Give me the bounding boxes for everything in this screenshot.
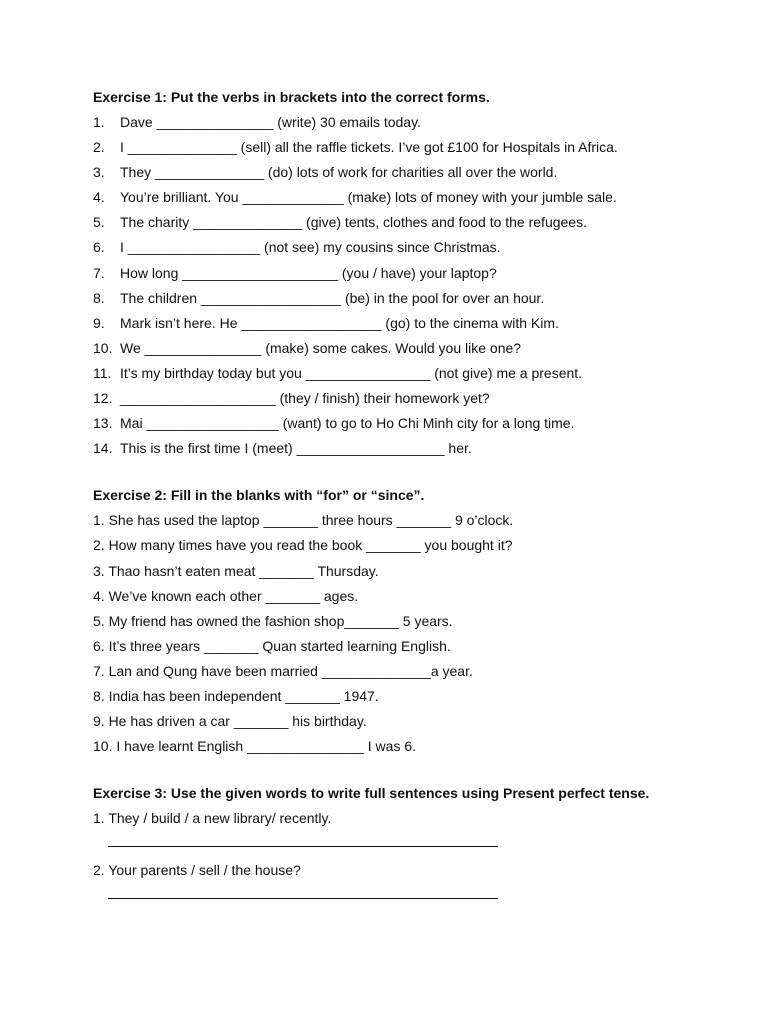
list-item: 4. You’re brilliant. You _____________ (make) lots of money with your jumble sale.	[93, 189, 617, 206]
list-item: 2. How many times have you read the book _______ you bought it?	[93, 537, 513, 554]
exercise-3-title: Exercise 3: Use the given words to write full sentences using Present perfect tense.	[93, 785, 650, 802]
section-spacer	[93, 760, 733, 782]
list-item: 9. He has driven a car _______ his birthday.	[93, 713, 367, 730]
exercise-1-list	[93, 111, 733, 462]
list-item: 1. Dave _______________ (write) 30 emails today.	[93, 114, 421, 130]
list-item: 8. India has been independent _______ 1947.	[93, 687, 379, 704]
answer-line[interactable]	[108, 884, 498, 899]
list-item: 5. The charity ______________ (give) tents, clothes and food to the refugees.	[93, 214, 587, 231]
list-item: 10. We _______________ (make) some cakes. Would you like one?	[93, 339, 522, 356]
list-item: 13. Mai _________________ (want) to go to Ho Chi Minh city for a long time.	[93, 415, 575, 432]
list-item: 2. Your parents / sell / the house?	[93, 862, 301, 879]
list-item: 6. I _________________ (not see) my cousins since Christmas.	[93, 239, 501, 256]
list-item: 4. We’ve known each other _______ ages.	[93, 587, 359, 604]
list-item: 2. I ______________ (sell) all the raffle tickets. I’ve got £100 for Hospitals in Africa.	[93, 139, 618, 156]
list-item: 1. They / build / a new library/ recently.	[93, 810, 332, 827]
list-item: 7. How long ____________________ (you / have) your laptop?	[93, 264, 497, 281]
list-item: 6. It’s three years _______ Quan started learning English.	[93, 637, 451, 654]
exercise-3-list	[93, 807, 733, 899]
worksheet	[93, 86, 733, 911]
exercise-2-list	[93, 509, 733, 760]
list-item: 3. They ______________ (do) lots of work for charities all over the world.	[93, 164, 558, 181]
list-item: 1. She has used the laptop _______ three hours _______ 9 o’clock.	[93, 512, 514, 529]
exercise-2-title: Exercise 2: Fill in the blanks with “for” or “since”.	[93, 487, 425, 504]
list-item: 14. This is the first time I (meet) ___________________ her.	[93, 440, 472, 457]
list-item: 11. It’s my birthday today but you ________________ (not give) me a present.	[93, 364, 583, 381]
list-item: 12. ____________________ (they / finish) their homework yet?	[93, 390, 490, 407]
list-item: 3. Thao hasn’t eaten meat _______ Thursday.	[93, 562, 379, 579]
list-item: 7. Lan and Qung have been married ______________a year.	[93, 662, 473, 679]
list-item: 5. My friend has owned the fashion shop_______ 5 years.	[93, 612, 453, 629]
list-item: 8. The children __________________ (be) in the pool for over an hour.	[93, 289, 545, 306]
section-spacer	[93, 462, 733, 484]
list-item: 9. Mark isn’t here. He __________________ (go) to the cinema with Kim.	[93, 314, 559, 331]
list-item: 10. I have learnt English _______________ I was 6.	[93, 738, 417, 755]
exercise-1-title: Exercise 1: Put the verbs in brackets into the correct forms.	[93, 89, 490, 105]
answer-line[interactable]	[108, 832, 498, 847]
